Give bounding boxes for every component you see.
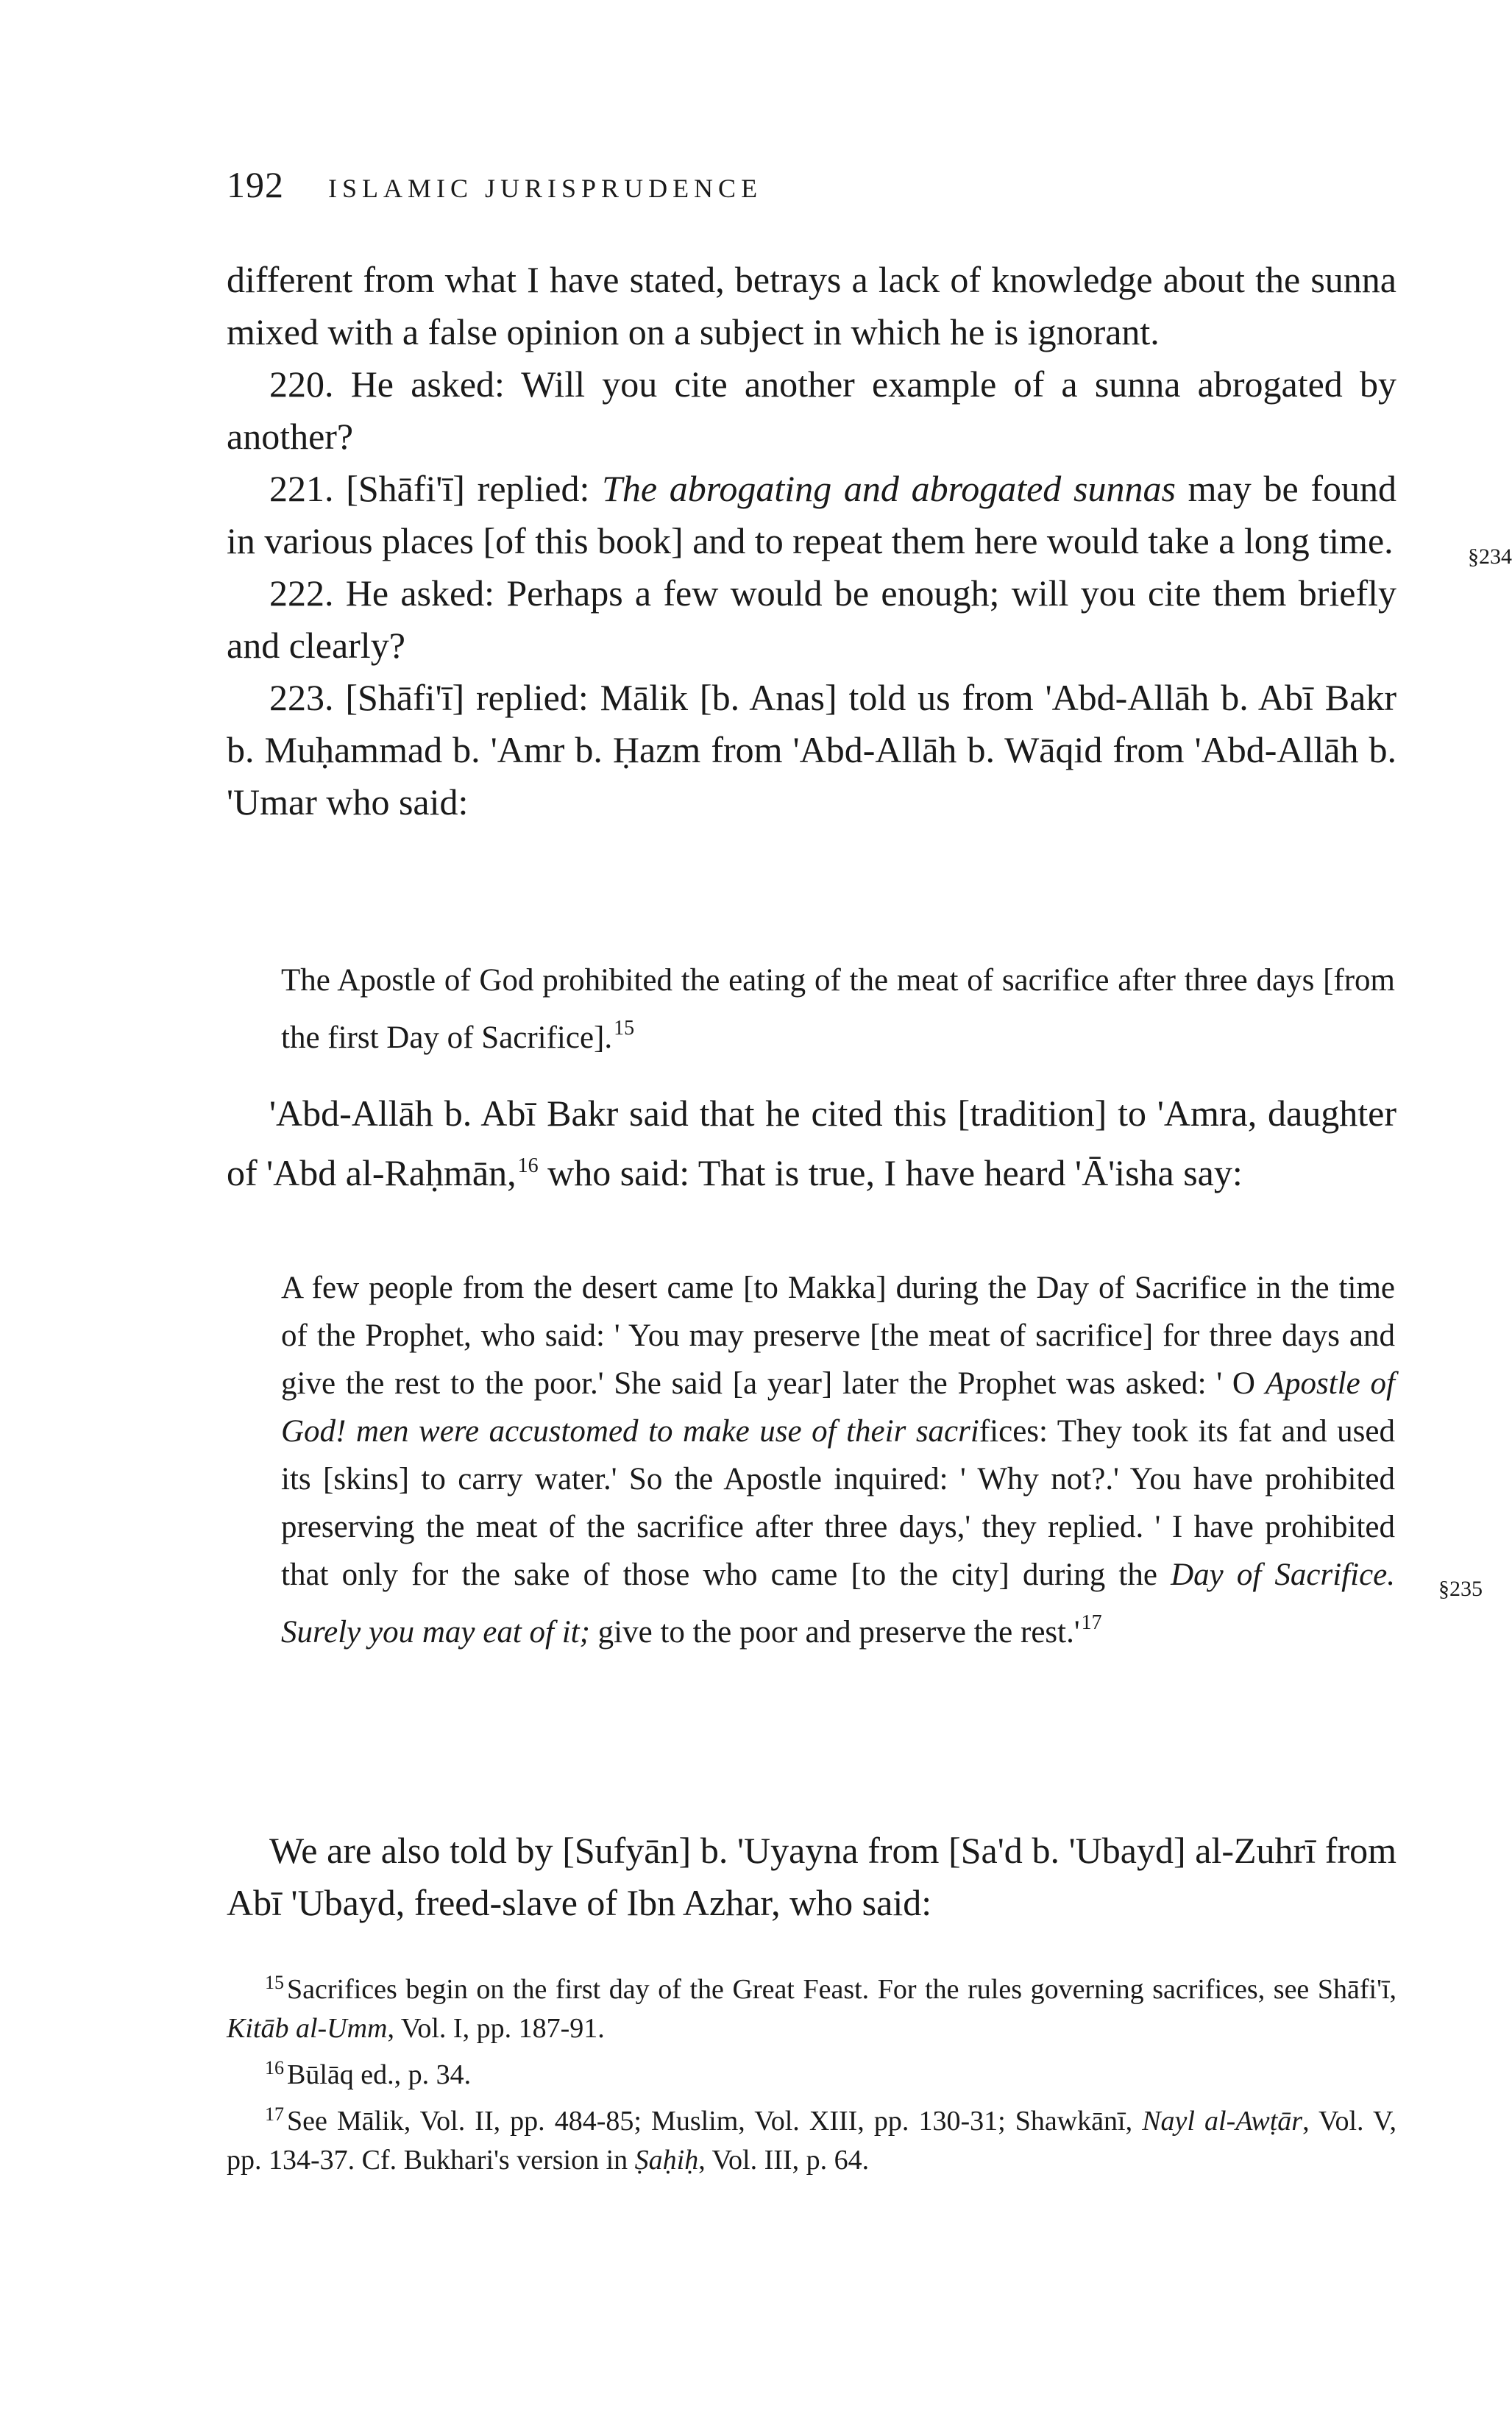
- running-title: ISLAMIC JURISPRUDENCE: [328, 174, 763, 203]
- paragraph-221-end: may be found in various places [of this book] and to repeat them here would take a long time.: [227, 468, 1396, 561]
- margin-ref-234: §234: [1468, 544, 1512, 569]
- paragraph-221-start: 221. [Shāfi'ī] replied:: [269, 468, 603, 509]
- quotation-2: [281, 1264, 1395, 1656]
- footnote-16: $^{16}$ Būlāq ed., p. 34.: [265, 2057, 472, 2090]
- body-text-block-1: [227, 254, 1396, 828]
- quotation-2-text: A few people from the desert came [to Makka] during the Day of Sacrifice in the time of the Prophet, who said: ' You may preserve [the meat of sacrifice] for three days and give the rest to the poor.' She said [a year] later the Prophet was asked: ' O Apostle of God! men were accustomed to make use of their sacrifices: They took its fat and used its [skins] to carry water.' So the Apostle inquired: ' Why not?.' You have prohibited preserving the meat of the sacrifice after three days,' they replied. ' I have prohibited that only for the sake of those who came [to the city] during the Day of Sacrifice. Surely you may eat of it; give to the poor and preserve the $rest.'^{17}$: [281, 1271, 1395, 1650]
- paragraph-220: 220. He asked: Will you cite another example of a sunna abrogated by another?: [227, 363, 1396, 457]
- footnote-17: $^{17}$ See Mālik, Vol. II, pp. 484-85; Muslim, Vol. XIII, pp. 130-31; Shawkānī, Nayl al-Awṭār, Vol. V, pp. 134-37. Cf. Bukhari's version in Ṣaḥiḥ, Vol. III, p. 64.: [227, 2103, 1396, 2176]
- body-text-block-2: [227, 1087, 1396, 1199]
- paragraph-222: 222. He asked: Perhaps a few would be enough; will you cite them briefly and clearly?: [227, 572, 1396, 666]
- body-text-block-3: [227, 1825, 1396, 1929]
- quotation-1-text: The Apostle of God prohibited the eating of the meat of sacrifice after three days [from the first Day of Sacrifice].$^{15}$: [281, 963, 1395, 1055]
- paragraph-221-italic: The abrogating and abrogated sunnas: [602, 468, 1176, 509]
- paragraph-sufyan: We are also told by [Sufyān] b. 'Uyayna from [Sa'd b. 'Ubayd] al-Zuhrī from Abī 'Ubayd, freed-slave of Ibn Azhar, who said:: [227, 1830, 1396, 1923]
- page-number: 192: [227, 164, 284, 205]
- paragraph-223: 223. [Shāfi'ī] replied: Mālik [b. Anas] told us from 'Abd-Allāh b. Abī Bakr b. Muḥammad b. 'Amr b. Ḥazm from 'Abd-Allāh b. Wāqid from 'Abd-Allāh b. 'Umar who said:: [227, 677, 1396, 823]
- footnote-ref-15: 15: [614, 1017, 635, 1040]
- quotation-1: [281, 956, 1395, 1062]
- margin-ref-235: §235: [1438, 1577, 1483, 1601]
- footnote-ref-16: 16: [517, 1154, 539, 1177]
- running-header: [227, 163, 762, 206]
- footnote-15: $^{15}$ Sacrifices begin on the first day of the Great Feast. For the rules governing sacrifices, see Shāfi'ī, Kitāb al-Umm, Vol. I, pp. 187-91.: [227, 1972, 1396, 2044]
- footnotes: [227, 1963, 1396, 2180]
- paragraph-abd-allah: 'Abd-Allāh b. Abī Bakr said that he cited this [tradition] to 'Amra, daughter of 'Abd al-Raḥmān,$^{16}$ who said: That is true, I have heard 'Ā'isha say:: [227, 1093, 1396, 1193]
- paragraph-221: [227, 463, 1396, 567]
- footnote-ref-17: 17: [1081, 1611, 1102, 1634]
- paragraph-continuation: different from what I have stated, betrays a lack of knowledge about the sunna mixed with a false opinion on a subject in which he is ignorant.: [227, 259, 1396, 352]
